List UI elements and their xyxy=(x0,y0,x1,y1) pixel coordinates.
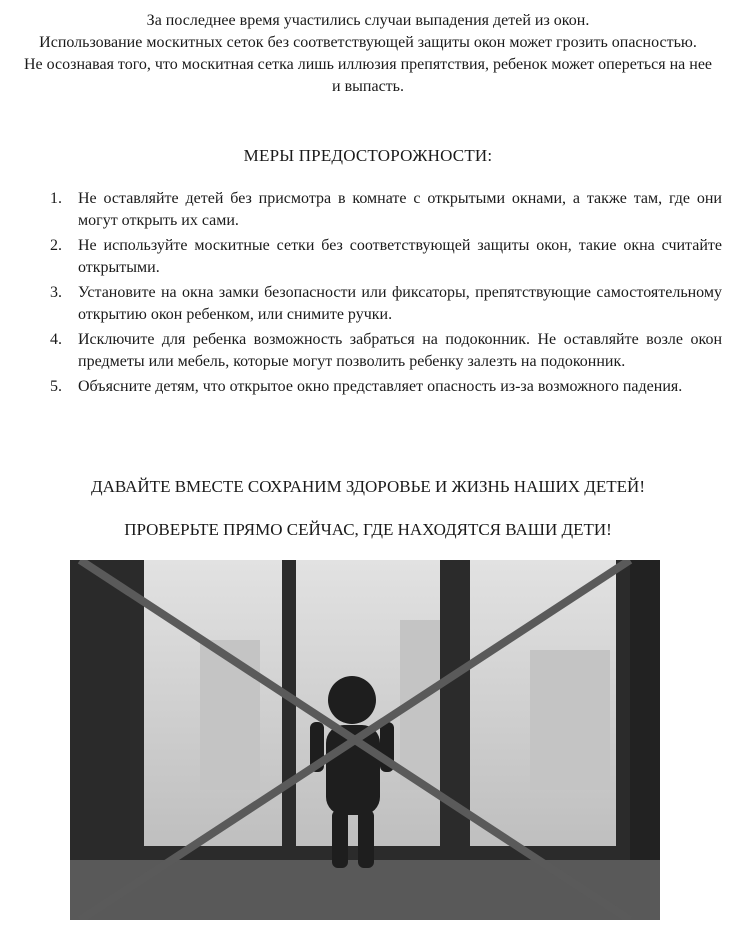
crossed-out-child-at-window-photo xyxy=(70,560,660,920)
intro-line-2: Использование москитных сеток без соответствующей защиты окон может грозить опасностью. xyxy=(39,34,697,51)
photo-illustration xyxy=(70,560,660,920)
list-item xyxy=(50,235,722,279)
list-item-number: 1. xyxy=(50,190,62,207)
list-item xyxy=(50,188,722,232)
precautions-list xyxy=(50,188,722,401)
list-item-text: Объясните детям, что открытое окно представляет опасность из-за возможного падения. xyxy=(78,378,683,395)
list-item-text: Не оставляйте детей без присмотра в комнате с открытыми окнами, а также там, где они могут открыть их сами. xyxy=(78,190,722,229)
list-item-number: 3. xyxy=(50,284,62,301)
list-item-text: Установите на окна замки безопасности или фиксаторы, препятствующие самостоятельному открытию окон ребенком, или снимите ручки. xyxy=(78,284,722,323)
list-item-number: 5. xyxy=(50,378,62,395)
list-item-number: 4. xyxy=(50,331,62,348)
list-item-text: Исключите для ребенка возможность забраться на подоконник. Не оставляйте возле окон предметы или мебель, которые могут позволить ребенку залезть на подоконник. xyxy=(78,331,722,370)
list-item xyxy=(50,329,722,373)
list-item xyxy=(50,376,722,398)
slogan-health: ДАВАЙТЕ ВМЕСТЕ СОХРАНИМ ЗДОРОВЬЕ И ЖИЗНЬ НАШИХ ДЕТЕЙ! xyxy=(90,477,645,496)
list-item-text: Не используйте москитные сетки без соответствующей защиты окон, такие окна считайте открытыми. xyxy=(78,237,722,276)
precautions-heading: МЕРЫ ПРЕДОСТОРОЖНОСТИ: xyxy=(243,146,493,165)
list-item-number: 2. xyxy=(50,237,62,254)
intro-line-1: За последнее время участились случаи выпадения детей из окон. xyxy=(146,12,590,29)
slogan-check-children: ПРОВЕРЬТЕ ПРЯМО СЕЙЧАС, ГДЕ НАХОДЯТСЯ ВАШИ ДЕТИ! xyxy=(124,520,612,539)
intro-text xyxy=(20,10,716,98)
list-item xyxy=(50,282,722,326)
intro-line-3: Не осознавая того, что москитная сетка лишь иллюзия препятствия, ребенок может опереться на нее и выпасть. xyxy=(23,56,713,95)
